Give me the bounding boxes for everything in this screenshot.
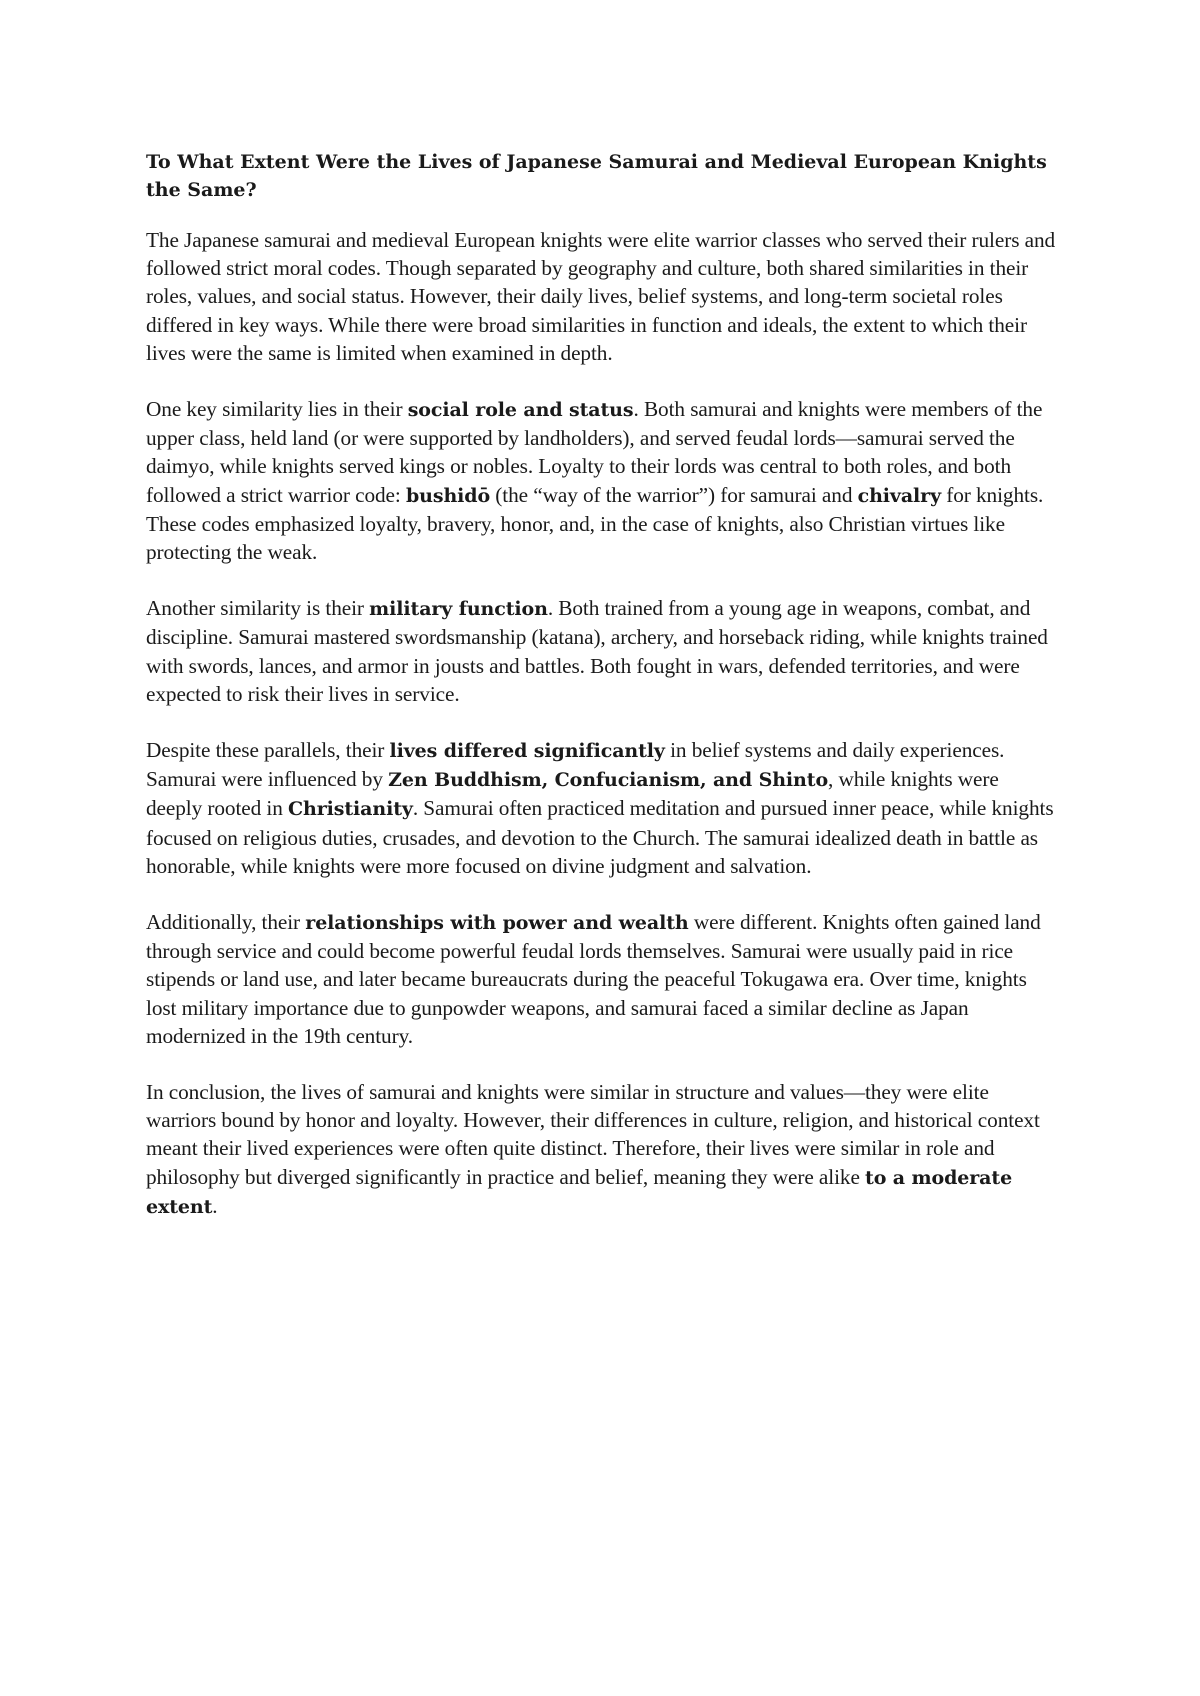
bold-phrase: relationships with power and wealth <box>305 912 689 935</box>
paragraph <box>146 1078 1060 1221</box>
bold-phrase: military function <box>369 598 548 621</box>
text-run: In conclusion, the lives of samurai and knights were similar in structure and values—they were elite warriors bound by honor and loyalty. However, their differences in culture, religion, and historical context meant their lived experiences were often quite distinct. Therefore, their lives were similar in role and philosophy but diverged significantly in practice and belief, meaning they were alike <box>146 1080 1040 1189</box>
paragraph <box>146 908 1060 1050</box>
text-run: Despite these parallels, their <box>146 738 390 763</box>
paragraph <box>146 395 1060 566</box>
bold-phrase: lives differed significantly <box>389 740 665 763</box>
text-run: Additionally, their <box>146 910 306 935</box>
document-body <box>146 226 1060 1221</box>
bold-phrase: social role and status <box>407 399 634 422</box>
paragraph <box>146 594 1060 708</box>
text-run: were different. Knights often gained land through service and could become powerful feudal lords themselves. Samurai were usually paid in rice stipends or land use, and later became bureaucrats during the peaceful Tokugawa era. Over time, knights lost military importance due to gunpowder weapons, and samurai faced a similar decline as Japan modernized in the 19th century. <box>146 910 1041 1048</box>
text-run: . Both samurai and knights were members of the upper class, held land (or were supported by landholders), and served feudal lords—samurai served the daimyo, while knights served kings or nobles. Loyalty to their lords was central to both roles, and both followed a strict warrior code: <box>146 397 1043 507</box>
text-run: . Both trained from a young age in weapons, combat, and discipline. Samurai mastered swordsmanship (katana), archery, and horseback riding, while knights trained with swords, lances, and armor in jousts and battles. Both fought in wars, defended territories, and were expected to risk their lives in service. <box>146 596 1048 706</box>
text-run: in belief systems and daily experiences. Samurai were influenced by <box>146 738 1005 792</box>
bold-phrase: bushidō <box>405 484 491 507</box>
paragraph <box>146 736 1060 880</box>
bold-phrase: to a moderate extent <box>146 1166 1013 1218</box>
text-run: The Japanese samurai and medieval European knights were elite warrior classes who served their rulers and followed strict moral codes. Though separated by geography and culture, both shared similarities in their roles, values, and social status. However, their daily lives, belief systems, and long-term societal roles differed in key ways. While there were broad similarities in function and ideals, the extent to which their lives were the same is limited when examined in depth. <box>146 228 1056 365</box>
bold-phrase: chivalry <box>857 484 942 507</box>
text-run: . <box>212 1193 218 1218</box>
text-run: (the “way of the warrior”) for samurai and <box>490 482 858 507</box>
text-run: Another similarity is their <box>146 596 370 621</box>
text-run: One key similarity lies in their <box>146 397 408 422</box>
text-run: , while knights were deeply rooted in <box>146 767 999 821</box>
bold-phrase: Christianity <box>288 798 413 821</box>
bold-phrase: Zen Buddhism, Confucianism, and Shinto <box>388 769 829 792</box>
document-title: To What Extent Were the Lives of Japanese Samurai and Medieval European Knights the Same? <box>146 151 1047 201</box>
text-run: . Samurai often practiced meditation and pursued inner peace, while knights focused on religious duties, crusades, and devotion to the Church. The samurai idealized death in battle as honorable, while knights were more focused on divine judgment and salvation. <box>146 796 1054 878</box>
paragraph <box>146 226 1060 367</box>
text-run: for knights. These codes emphasized loyalty, bravery, honor, and, in the case of knights, also Christian virtues like protecting the weak. <box>146 482 1044 565</box>
